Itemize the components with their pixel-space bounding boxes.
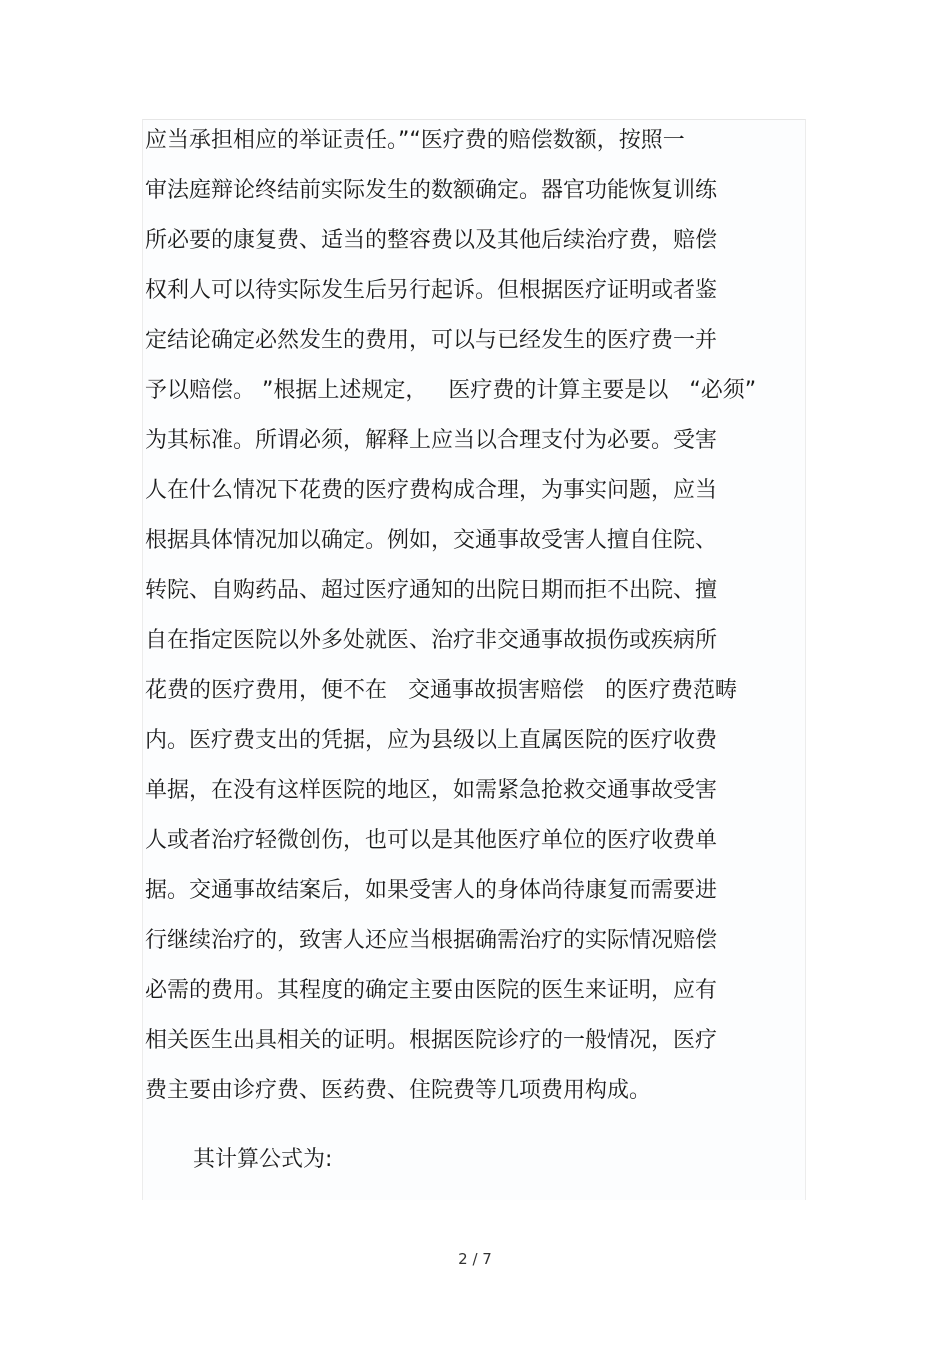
body-text-line-7: 为其标准。所谓必须，解释上应当以合理支付为必要。受害 xyxy=(145,428,718,453)
body-text-line-2: 审法庭辩论终结前实际发生的数额确定。器官功能恢复训练 xyxy=(145,178,718,203)
page-number: 2 / 7 xyxy=(458,1250,492,1268)
body-text-line-19: 相关医生出具相关的证明。根据医院诊疗的一般情况，医疗 xyxy=(145,1028,718,1053)
body-text-line-5: 定结论确定必然发生的费用，可以与已经发生的医疗费一并 xyxy=(145,328,718,353)
body-text-line-20: 费主要由诊疗费、医药费、住院费等几项费用构成。 xyxy=(145,1078,652,1103)
body-text-line-17: 行继续治疗的，致害人还应当根据确需治疗的实际情况赔偿 xyxy=(145,928,718,953)
formula-intro: 其计算公式为: xyxy=(193,1147,333,1172)
body-text-line-1: 应当承担相应的举证责任。”“医疗费的赔偿数额，按照一 xyxy=(145,128,685,153)
body-text-line-3: 所必要的康复费、适当的整容费以及其他后续治疗费，赔偿 xyxy=(145,228,718,253)
body-text-line-16: 据。交通事故结案后，如果受害人的身体尚待康复而需要进 xyxy=(145,878,718,903)
body-text-line-12: 花费的医疗费用，便不在 交通事故损害赔偿 的医疗费范畴 xyxy=(145,678,737,703)
body-text-line-10: 转院、自购药品、超过医疗通知的出院日期而拒不出院、擅 xyxy=(145,578,718,603)
body-text-line-18: 必需的费用。其程度的确定主要由医院的医生来证明，应有 xyxy=(145,978,718,1003)
body-text-line-6: 予以赔偿。 ”根据上述规定， 医疗费的计算主要是以 “必须” xyxy=(145,378,757,403)
body-text-line-14: 单据，在没有这样医院的地区，如需紧急抢救交通事故受害 xyxy=(145,778,718,803)
body-text-line-13: 内。医疗费支出的凭据，应为县级以上直属医院的医疗收费 xyxy=(145,728,718,753)
body-text-line-15: 人或者治疗轻微创伤，也可以是其他医疗单位的医疗收费单 xyxy=(145,828,718,853)
body-text-line-11: 自在指定医院以外多处就医、治疗非交通事故损伤或疾病所 xyxy=(145,628,718,653)
body-text-line-8: 人在什么情况下花费的医疗费构成合理，为事实问题，应当 xyxy=(145,478,718,503)
body-text-line-4: 权利人可以待实际发生后另行起诉。但根据医疗证明或者鉴 xyxy=(145,278,718,303)
body-text-line-9: 根据具体情况加以确定。例如，交通事故受害人擅自住院、 xyxy=(145,528,718,553)
